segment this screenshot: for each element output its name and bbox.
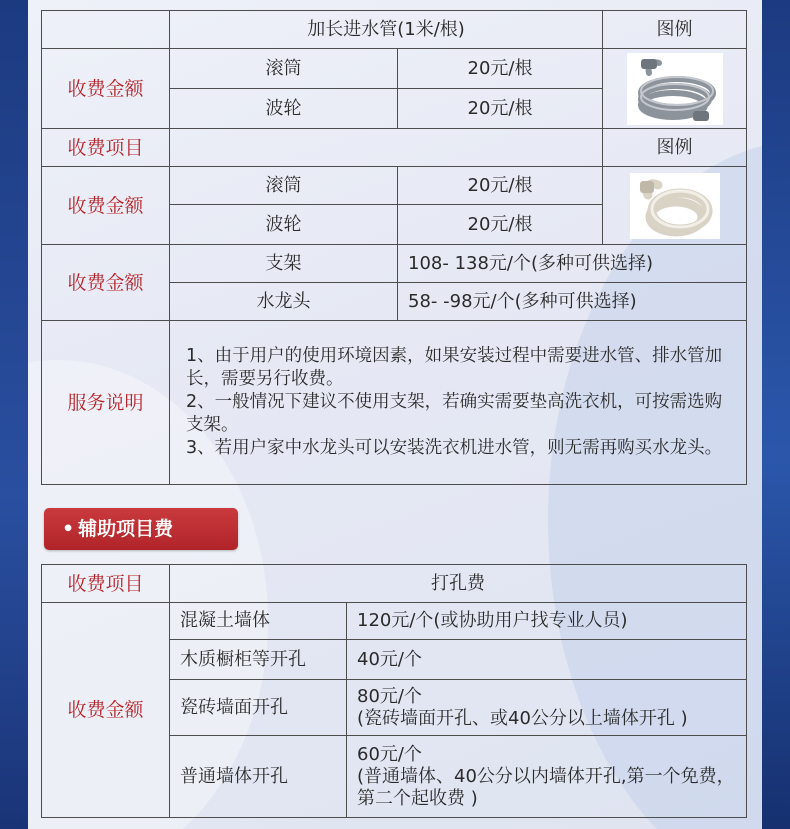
empty-corner-cell	[42, 11, 170, 49]
white-hose-cell	[603, 167, 747, 245]
stand-price: 108- 138元/个(多种可供选择)	[398, 245, 747, 283]
service-note-3: 3、若用户家中水龙头可以安装洗衣机进水管，则无需再购买水龙头。	[186, 438, 723, 458]
faucet-label: 水龙头	[170, 283, 398, 321]
normal-wall-note: (普通墙体、40公分以内墙体开孔,第一个免费，第二个起收费 )	[357, 765, 735, 809]
empty-item-cell	[170, 129, 603, 167]
background-right-edge	[760, 0, 790, 829]
tile-wall-label: 瓷砖墙面开孔	[170, 680, 347, 736]
pulsator-price-2: 20元/根	[398, 205, 603, 245]
fee-label: 收费金额	[42, 49, 170, 129]
drum-label: 滚筒	[170, 49, 398, 89]
concrete-wall-price: 120元/个(或协助用户找专业人员)	[347, 603, 747, 640]
faucet-price: 58- -98元/个(多种可供选择)	[398, 283, 747, 321]
pulsator-label-2: 波轮	[170, 205, 398, 245]
fee-label-3: 收费金额	[42, 245, 170, 321]
concrete-wall-label: 混凝土墙体	[170, 603, 347, 640]
item-label: 收费项目	[42, 129, 170, 167]
tile-wall-note: (瓷砖墙面开孔、或40公分以上墙体开孔 )	[357, 707, 688, 729]
drum-label-2: 滚筒	[170, 167, 398, 205]
hose-title: 加长进水管(1米/根)	[170, 11, 603, 49]
gray-hose-cell	[603, 49, 747, 129]
background-left-edge	[0, 0, 30, 829]
legend-header: 图例	[603, 11, 747, 49]
tile-wall-cell	[347, 680, 747, 736]
white-hose-image	[630, 173, 720, 239]
service-label: 服务说明	[42, 321, 170, 485]
item-label-2: 收费项目	[42, 565, 170, 603]
stand-label: 支架	[170, 245, 398, 283]
cabinet-price: 40元/个	[347, 640, 747, 680]
fee-label-2: 收费金额	[42, 167, 170, 245]
pulsator-price: 20元/根	[398, 89, 603, 129]
normal-wall-cell	[347, 736, 747, 818]
fee-label-4: 收费金额	[42, 603, 170, 818]
service-notes	[170, 321, 747, 485]
normal-wall-label: 普通墙体开孔	[170, 736, 347, 818]
service-note-2: 2、一般情况下建议不使用支架，若确实需要垫高洗衣机，可按需选购支架。	[186, 392, 723, 435]
gray-hose-image	[627, 53, 723, 125]
cabinet-label: 木质橱柜等开孔	[170, 640, 347, 680]
tile-wall-price: 80元/个	[357, 685, 422, 707]
drum-price: 20元/根	[398, 49, 603, 89]
section-title: 辅助项目费	[78, 518, 174, 540]
drilling-title: 打孔费	[170, 565, 747, 603]
drilling-fee-table	[41, 564, 747, 818]
pulsator-label: 波轮	[170, 89, 398, 129]
normal-wall-price: 60元/个	[357, 743, 422, 765]
service-note-1: 1、由于用户的使用环境因素，如果安装过程中需要进水管、排水管加长，需要另行收费。	[186, 346, 723, 389]
hose-fee-table	[41, 10, 747, 485]
section-badge	[44, 508, 238, 550]
bullet-icon: •	[62, 518, 75, 540]
drum-price-2: 20元/根	[398, 167, 603, 205]
legend-header-2: 图例	[603, 129, 747, 167]
